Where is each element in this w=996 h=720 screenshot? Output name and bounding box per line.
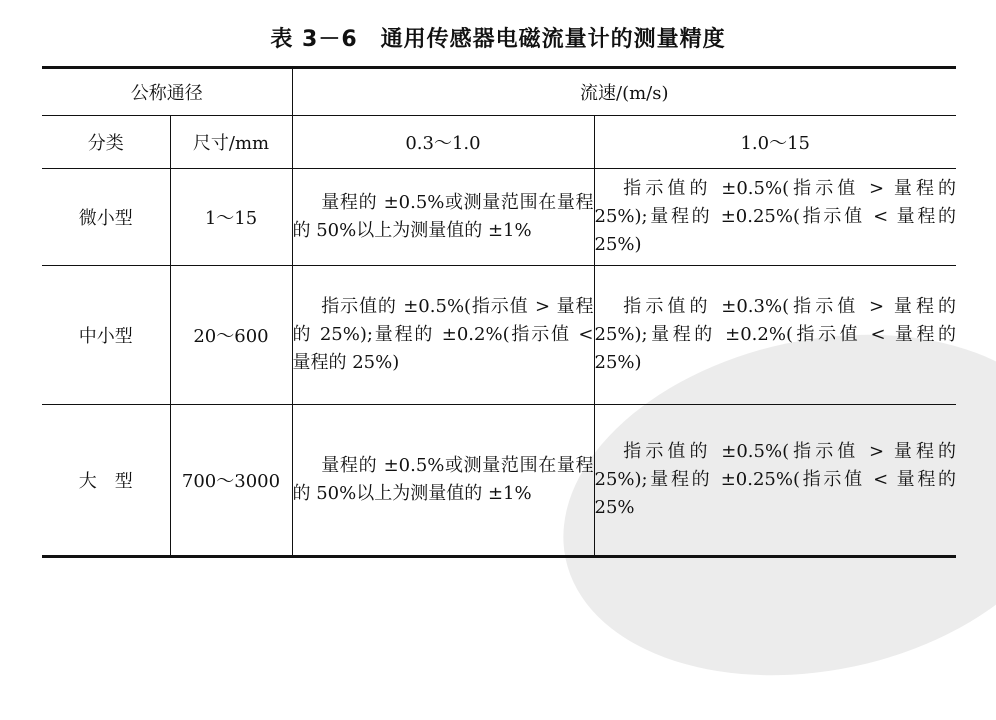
page-title: 表 3－6 通用传感器电磁流量计的测量精度 [270, 27, 726, 52]
row-accuracy-low: 量程的 ±0.5%或测量范围在量程的 50%以上为测量值的 ±1% [292, 405, 594, 557]
row-accuracy-low: 量程的 ±0.5%或测量范围在量程的 50%以上为测量值的 ±1% [292, 169, 594, 266]
row-accuracy-high: 指示值的 ±0.3%(指示值 > 量程的 25%);量程的 ±0.2%(指示值 < 量程的 25%) [594, 266, 956, 405]
header-category: 分类 [42, 116, 170, 169]
table-subheader-row [42, 116, 956, 169]
row-category: 微小型 [42, 169, 170, 266]
header-range-low: 0.3～1.0 [292, 116, 594, 169]
row-accuracy-high: 指示值的 ±0.5%(指示值 > 量程的 25%);量程的 ±0.25%(指示值 < 量程的 25%) [594, 169, 956, 266]
table-row [42, 266, 956, 405]
row-size: 700～3000 [170, 405, 292, 557]
row-size: 1～15 [170, 169, 292, 266]
row-accuracy-low: 指示值的 ±0.5%(指示值 > 量程的 25%);量程的 ±0.2%(指示值 < 量程的 25%) [292, 266, 594, 405]
table-header-row [42, 68, 956, 116]
header-flow-velocity: 流速/(m/s) [292, 68, 956, 116]
table-row [42, 169, 956, 266]
header-size: 尺寸/mm [170, 116, 292, 169]
row-accuracy-high: 指示值的 ±0.5%(指示值 > 量程的 25%);量程的 ±0.25%(指示值 < 量程的 25% [594, 405, 956, 557]
header-nominal-diameter: 公称通径 [42, 68, 292, 116]
header-range-high: 1.0～15 [594, 116, 956, 169]
accuracy-table [42, 66, 956, 558]
table-row [42, 405, 956, 557]
row-size: 20～600 [170, 266, 292, 405]
row-category: 大 型 [42, 405, 170, 557]
row-category: 中小型 [42, 266, 170, 405]
